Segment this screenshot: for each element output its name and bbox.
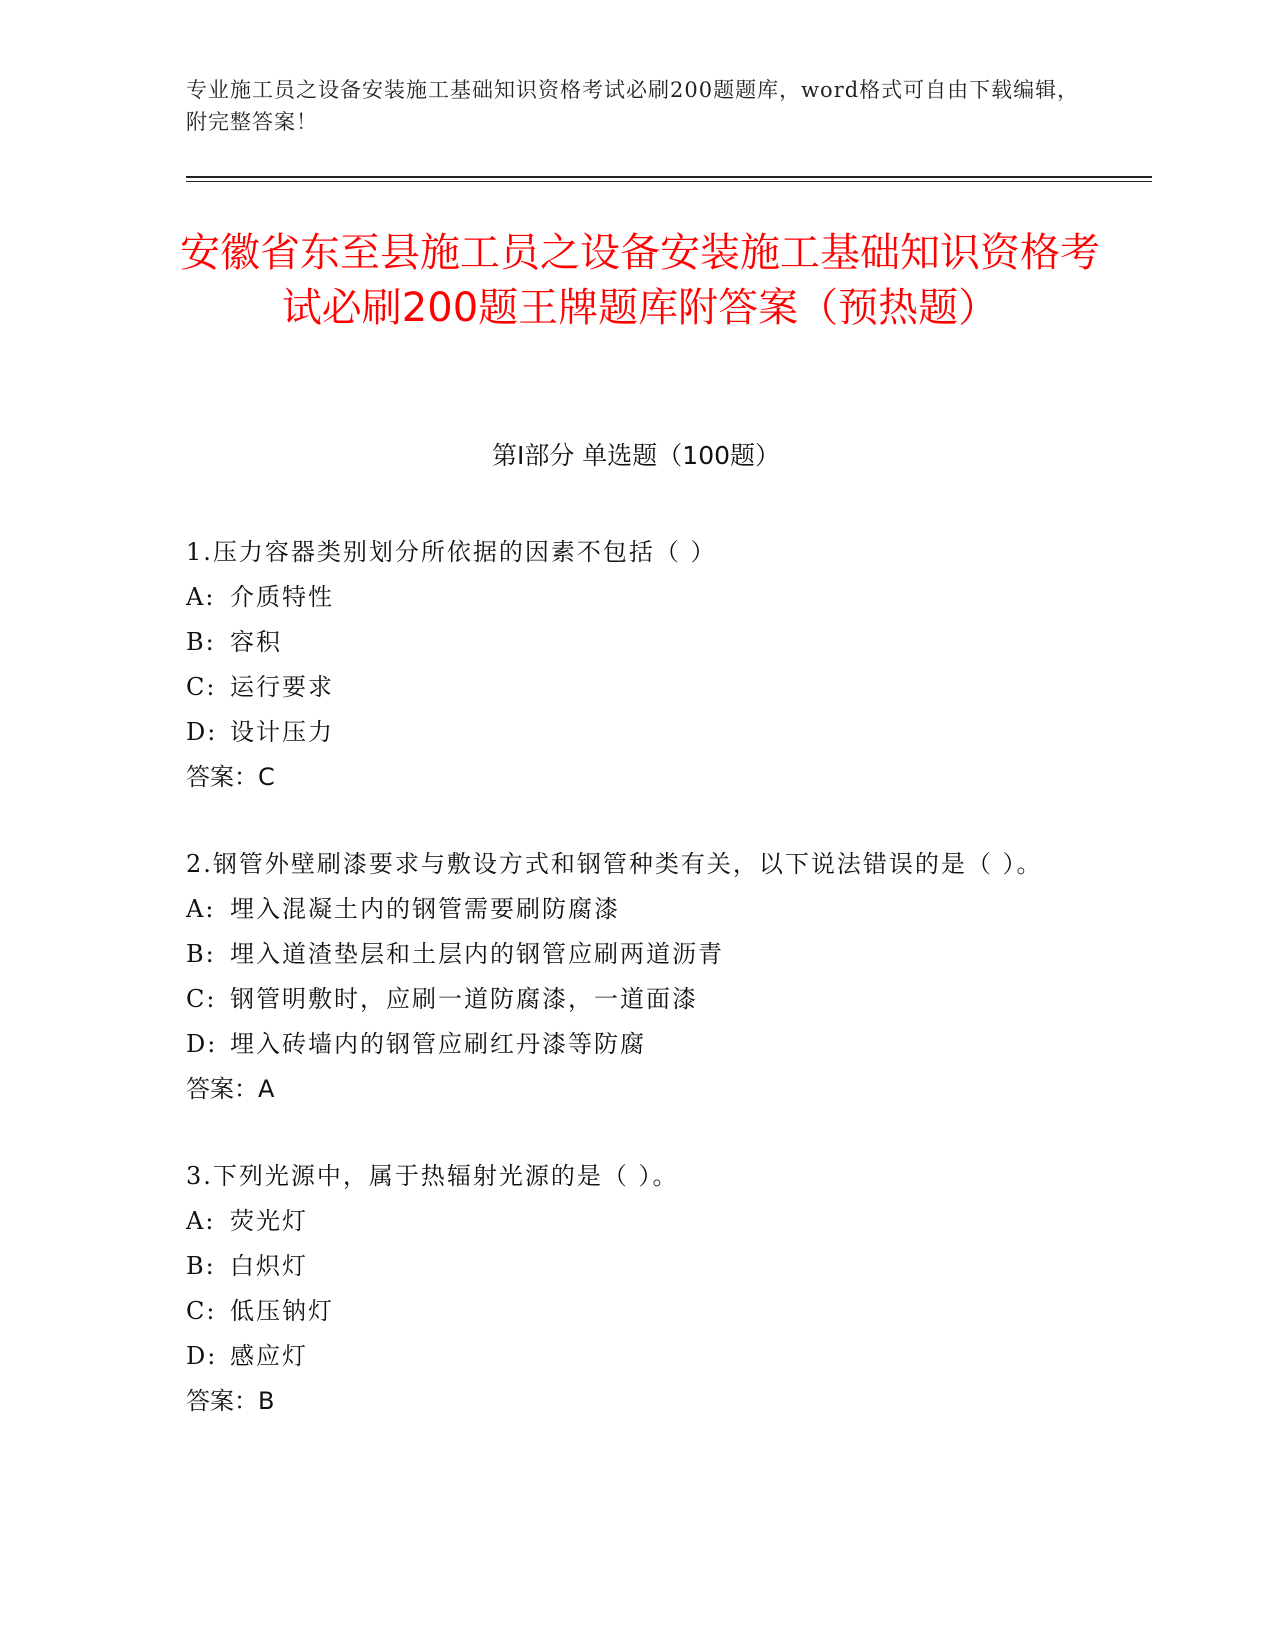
option-a (186, 887, 1086, 932)
option-text: 容积 (230, 628, 282, 656)
answer-line (186, 755, 1086, 800)
option-letter: A: (186, 583, 216, 611)
option-text: 感应灯 (230, 1342, 308, 1370)
option-letter: C: (186, 985, 217, 1013)
option-b (186, 932, 1086, 977)
question-list (186, 530, 1086, 1466)
option-text: 运行要求 (230, 673, 334, 701)
header-note: 专业施工员之设备安装施工基础知识资格考试必刷200题题库，word格式可自由下载编辑，附完整答案！ (186, 78, 1080, 134)
option-text: 埋入混凝土内的钢管需要刷防腐漆 (230, 895, 620, 923)
option-text: 介质特性 (230, 583, 334, 611)
option-b (186, 1244, 1086, 1289)
header-rule-thick (186, 176, 1152, 178)
question-stem: 2.钢管外壁刷漆要求与敷设方式和钢管种类有关，以下说法错误的是（ ）。 (186, 850, 1043, 878)
section-title: 第I部分 单选题（100题） (491, 441, 781, 470)
option-letter: B: (186, 1252, 216, 1280)
option-c (186, 665, 1086, 710)
option-text: 埋入砖墙内的钢管应刷红丹漆等防腐 (230, 1030, 646, 1058)
option-b (186, 620, 1086, 665)
option-a (186, 1199, 1086, 1244)
header-rule-thin (186, 181, 1152, 182)
option-letter: A: (186, 895, 216, 923)
option-d (186, 1022, 1086, 1067)
option-letter: D: (186, 718, 218, 746)
option-text: 埋入道渣垫层和土层内的钢管应刷两道沥青 (230, 940, 724, 968)
option-letter: C: (186, 1297, 217, 1325)
answer-value: B (258, 1387, 275, 1415)
answer-label: 答案： (186, 763, 258, 791)
question-1 (186, 530, 1086, 800)
document-title: 安徽省东至县施工员之设备安装施工基础知识资格考试必刷200题王牌题库附答案（预热题） (180, 230, 1100, 331)
answer-value: C (258, 763, 275, 791)
option-text: 白炽灯 (230, 1252, 308, 1280)
option-c (186, 1289, 1086, 1334)
option-text: 低压钠灯 (230, 1297, 334, 1325)
option-text: 钢管明敷时，应刷一道防腐漆，一道面漆 (230, 985, 698, 1013)
question-stem: 3.下列光源中，属于热辐射光源的是（ ）。 (186, 1162, 679, 1190)
question-2 (186, 842, 1086, 1112)
answer-label: 答案： (186, 1075, 258, 1103)
answer-label: 答案： (186, 1387, 258, 1415)
option-letter: D: (186, 1342, 218, 1370)
answer-line (186, 1067, 1086, 1112)
question-stem: 1.压力容器类别划分所依据的因素不包括（ ） (186, 538, 717, 566)
option-letter: C: (186, 673, 217, 701)
option-text: 设计压力 (230, 718, 334, 746)
option-letter: A: (186, 1207, 216, 1235)
option-letter: D: (186, 1030, 218, 1058)
option-letter: B: (186, 940, 216, 968)
option-letter: B: (186, 628, 216, 656)
option-d (186, 710, 1086, 755)
option-a (186, 575, 1086, 620)
answer-value: A (258, 1075, 275, 1103)
answer-line (186, 1379, 1086, 1424)
option-c (186, 977, 1086, 1022)
option-text: 荧光灯 (230, 1207, 308, 1235)
option-d (186, 1334, 1086, 1379)
question-3 (186, 1154, 1086, 1424)
